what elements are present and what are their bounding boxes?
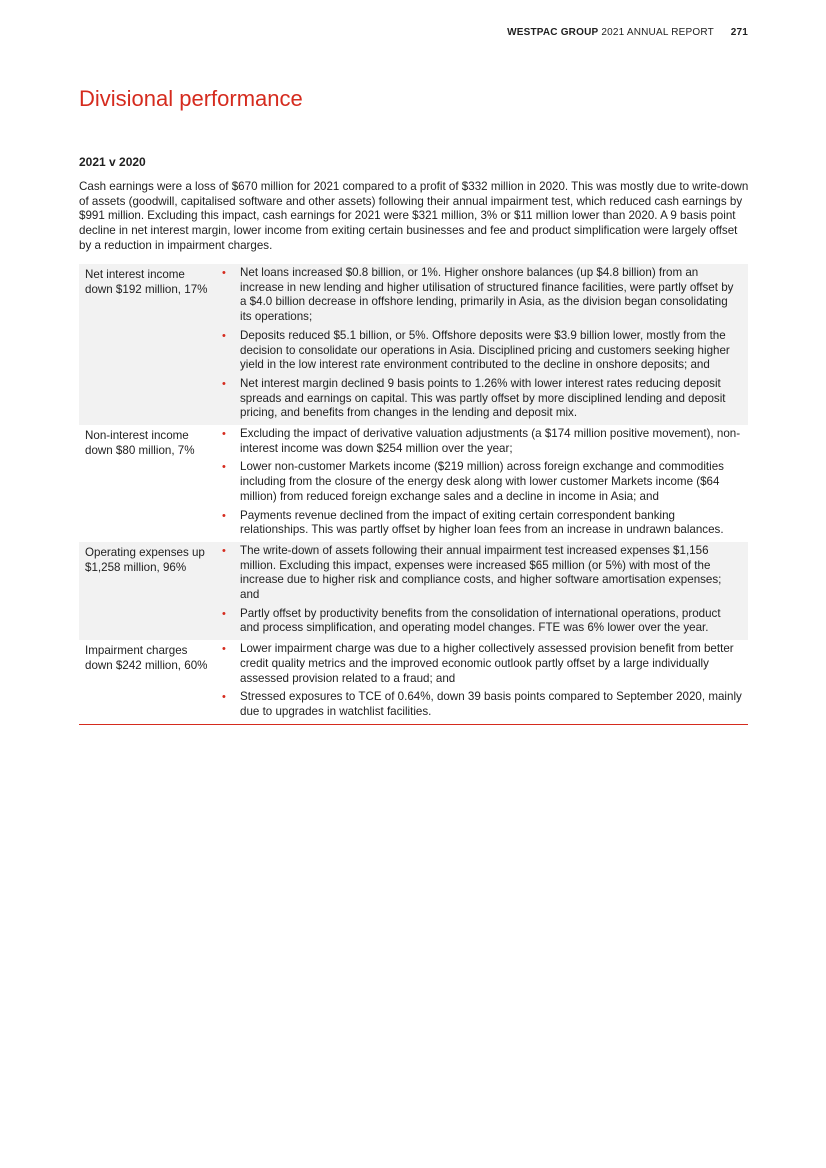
row-bullets: [215, 640, 748, 724]
row-bullets: [215, 542, 748, 640]
bullet-item: • Lower impairment charge was due to a higher collectively assessed provision benefit from better credit quality metrics and the improved economic outlook partly offset by a large individually assessed provision related to a fraud; and: [222, 642, 734, 685]
bullet-item: • Net interest margin declined 9 basis points to 1.26% with lower interest rates reducing deposit spreads and earnings on capital. This was partly offset by more disciplined lending and deposit pricing, and benefits from changes in the lending and deposit mix.: [222, 376, 726, 420]
table-row: [79, 264, 748, 425]
bullet-item: • Lower non-customer Markets income ($219 million) across foreign exchange and commodities including from the closure of the energy desk along with lower customer Markets income ($64 million) from reduced foreign exchange sales and a decline in income in Asia; and: [222, 460, 724, 503]
bullet-list: [221, 427, 742, 538]
bullet-icon: •: [222, 544, 226, 557]
bullet-icon: •: [222, 509, 226, 522]
bullet-item: • Excluding the impact of derivative valuation adjustments (a $174 million positive movement), non-interest income was down $254 million over the year;: [222, 427, 741, 455]
bullet-icon: •: [222, 428, 226, 441]
bullet-icon: •: [222, 329, 226, 342]
bullet-list: [221, 642, 742, 720]
bullet-icon: •: [222, 377, 226, 390]
bullet-list: [221, 544, 742, 636]
header-report-title: 2021 ANNUAL REPORT: [601, 27, 714, 38]
section-heading: 2021 v 2020: [79, 155, 146, 169]
page-number: 271: [730, 27, 748, 38]
bullet-item: • Payments revenue declined from the impact of exiting certain correspondent banking relationships. This was partly offset by higher loan fees from an increase in undrawn balances.: [222, 508, 724, 537]
table-row: [79, 542, 748, 640]
bullet-item: • The write-down of assets following their annual impairment test increased expenses $1,156 million. Excluding this impact, expenses were increased $65 million (or 5%) with most of the increase due to higher risk and compliance costs, and higher software amortisation expenses; and: [222, 543, 722, 602]
bullet-icon: •: [222, 691, 226, 704]
bullet-icon: •: [222, 607, 226, 620]
row-label: Operating expenses up $1,258 million, 96%: [79, 542, 215, 640]
row-bullets: [215, 425, 748, 542]
row-label: Net interest income down $192 million, 17%: [79, 264, 215, 425]
bullet-item: • Stressed exposures to TCE of 0.64%, down 39 basis points compared to September 2020, mainly due to upgrades in watchlist facilities.: [222, 690, 742, 718]
table-row: [79, 425, 748, 542]
row-label: Non-interest income down $80 million, 7%: [85, 429, 195, 457]
running-header: [507, 27, 748, 38]
table-row: [79, 640, 748, 724]
bullet-icon: •: [222, 461, 226, 474]
row-bullets: [215, 264, 748, 425]
bullet-item: • Net loans increased $0.8 billion, or 1%. Higher onshore balances (up $4.8 billion) from an increase in new lending and higher utilisation of structured finance facilities, were partly offset by a $4.0 billion decrease in offshore lending, primarily in Asia, as the division began consolidating its operations;: [222, 266, 734, 324]
intro-paragraph: Cash earnings were a loss of $670 million for 2021 compared to a profit of $332 million in 2020. This was mostly due to write-down of assets (goodwill, capitalised software and other assets) following their annual impairment test, which reduced cash earnings by $991 million. Excluding this impact, cash earnings for 2021 were $321 million, 3% or $11 million lower than 2020. A 9 basis point decline in net interest margin, lower income from exiting certain businesses and fee and product simplification were largely offset by a reduction in impairment charges.: [79, 180, 749, 252]
bullet-icon: •: [222, 643, 226, 656]
page-title: Divisional performance: [79, 86, 303, 111]
performance-table: [79, 264, 748, 725]
bullet-item: • Partly offset by productivity benefits from the consolidation of international operations, product and process simplification, and operating model changes. FTE was 6% lower over the year.: [222, 606, 721, 635]
header-brand: WESTPAC GROUP: [507, 27, 599, 38]
bullet-list: [221, 266, 742, 421]
row-label: Impairment charges down $242 million, 60%: [85, 644, 208, 672]
bullet-item: • Deposits reduced $5.1 billion, or 5%. Offshore deposits were $3.9 billion lower, mostly from the decision to consolidate our operations in Asia. Disciplined pricing and customers seeking higher yield in the low interest rate environment contributed to the decline in onshore deposits; and: [222, 328, 730, 372]
bullet-icon: •: [222, 267, 226, 279]
